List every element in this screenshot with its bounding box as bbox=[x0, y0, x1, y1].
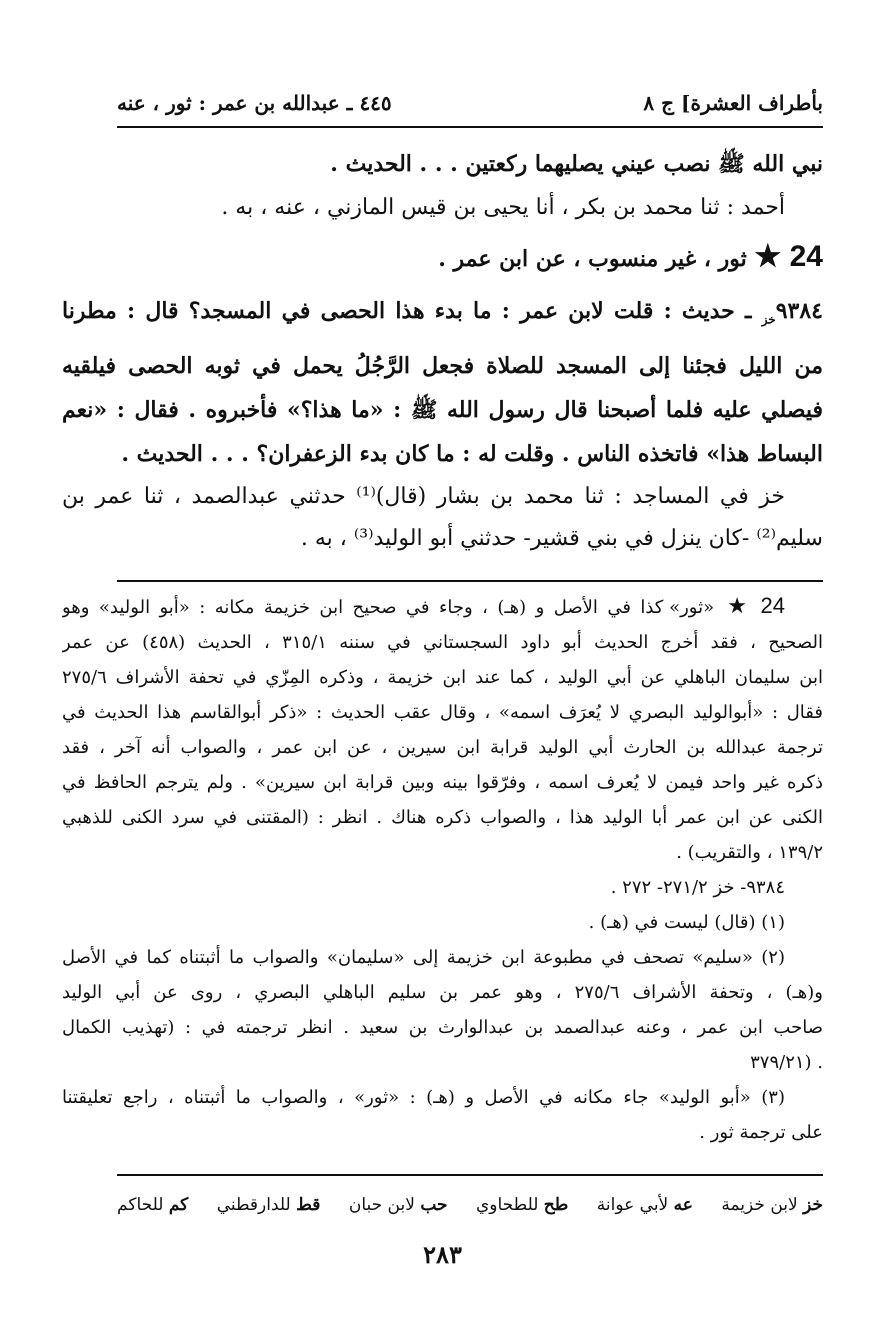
footnote-line: ٩٣٨٤- خز ٢٧١/٢- ٢٧٢ . bbox=[610, 877, 785, 898]
footnote-line: فقال : «أبوالوليد البصري لا يُعرَف اسمه» ، وقال عقب الحديث : «ذكر أبوالقاسم هذا الحديث في bbox=[62, 702, 823, 723]
header-book-title: بأطراف العشرة] ج ٨ bbox=[643, 91, 823, 115]
main-text bbox=[62, 142, 823, 560]
page-number: ٢٨٣ bbox=[423, 1240, 462, 1269]
footnote-line: (١) (قال) ليست في (هـ) . bbox=[588, 912, 785, 933]
abbreviation-item: حب لابن حبان bbox=[348, 1195, 448, 1215]
footnotes bbox=[62, 588, 823, 1150]
running-header bbox=[117, 86, 823, 120]
hadith-line bbox=[62, 286, 823, 344]
abbreviation-key bbox=[117, 1188, 823, 1222]
header-section-title: ٤٤٥ ـ عبدالله بن عمر : ثور ، عنه bbox=[117, 91, 392, 115]
footnote-line: ابن سليمان الباهلي عن أبي الوليد ، كما عند ابن خزيمة ، وذكره المِزّي في تحفة الأشراف ٢٧٥/٦ bbox=[62, 667, 823, 688]
narrator-title: ثور ، غير منسوب ، عن ابن عمر . bbox=[438, 246, 747, 272]
text-line bbox=[62, 186, 823, 230]
footnote-line: الصحيح ، فقد أخرج الحديث أبو داود السجستاني في سننه ٣١٥/١ ، الحديث (٤٥٨) عن عمر bbox=[62, 632, 823, 653]
hadith-line: البساط هذا» فاتخذه الناس . وقلت له : ما كان بدء الزعفران؟ . . . الحديث . bbox=[121, 441, 823, 468]
star-marker: 24 ★ bbox=[754, 240, 823, 273]
footnote-line: على ترجمة ثور . bbox=[699, 1122, 823, 1143]
header-divider bbox=[117, 126, 823, 128]
footnote-line: (٢) «سليم» تصحف في مطبوعة ابن خزيمة إلى «سليمان» والصواب ما أثبتناه كما في الأصل bbox=[62, 947, 785, 968]
isnad-line: خز في المساجد : ثنا محمد بن بشار (قال)⁽¹⁾ حدثني عبدالصمد ، ثنا عمر بن bbox=[62, 484, 785, 510]
footnote-line: الكنى عن ابن عمر أبا الوليد هذا ، والصواب ذكره هناك . انظر : (المقتنى في سرد الكنى للذهبي bbox=[62, 807, 823, 828]
source-line: أحمد : ثنا محمد بن بكر ، أنا يحيى بن قيس المازني ، عنه ، به . bbox=[221, 195, 785, 220]
hadith-text: ـ حديث : قلت لابن عمر : ما بدء هذا الحصى في المسجد؟ قال : مطرنا bbox=[62, 298, 752, 324]
footnote-line: صاحب ابن عمر ، وعنه عبدالصمد بن عبدالوارث بن سعيد . انظر ترجمته في : (تهذيب الكمال bbox=[62, 1017, 823, 1038]
footnote-divider bbox=[117, 580, 823, 582]
hadith-number: ٩٣٨٤ bbox=[775, 298, 823, 324]
narrator-heading bbox=[62, 230, 823, 286]
abbreviation-item: عه لأبي عوانة bbox=[596, 1195, 693, 1215]
footnote-line: (٣) «أبو الوليد» جاء مكانه في الأصل و (هـ) : «ثور» ، والصواب ما أثبتناه ، راجع تعليقتنا bbox=[62, 1087, 785, 1108]
text-line: نبي الله ﷺ نصب عيني يصليهما ركعتين . . . الحديث . bbox=[330, 151, 823, 177]
footnote-line: ترجمة عبدالله بن الحارث أبي الوليد قرابة ابن سيرين ، عن ابن عمر ، والصواب أنه آخر ، فقد bbox=[62, 737, 823, 758]
hadith-line: فيصلي عليه فلما أصبحنا قال رسول الله ﷺ : «ما هذا؟» فأخبروه . فقال : «نعم bbox=[62, 397, 823, 424]
abbreviation-divider bbox=[117, 1174, 823, 1176]
footnote-line bbox=[62, 588, 823, 625]
star-marker: 24 ★ bbox=[723, 593, 785, 618]
footnote-line: ١٣٩/٢ ، والتقريب) . bbox=[676, 842, 823, 863]
footnote-text: «ثور» كذا في الأصل و (هـ) ، وجاء في صحيح ابن خزيمة مكانه : «أبو الوليد» وهو bbox=[62, 597, 715, 618]
abbreviation-item: كم للحاكم bbox=[117, 1195, 189, 1215]
hadith-number-note: خز bbox=[761, 312, 776, 327]
footnote-line: و(هـ) ، وتحفة الأشراف ٢٧٥/٦ ، وهو عمر بن سليم الباهلي البصري ، روى عن أبي الوليد bbox=[62, 982, 823, 1003]
hadith-line: من الليل فجئنا إلى المسجد للصلاة فجعل الرَّجُلُ يحمل في ثوبه الحصى فيلقيه bbox=[62, 353, 823, 380]
footnote-line: ذكره غير واحد فيمن لا يُعرف اسمه ، وفرّقوا بينه وبين قرابة ابن سيرين» . ولم يترجم الحافظ في bbox=[62, 772, 823, 793]
abbreviation-item: قط للدارقطني bbox=[216, 1195, 321, 1215]
isnad-line: سليم⁽²⁾ -كان ينزل في بني قشير- حدثني أبو الوليد⁽³⁾ ، به . bbox=[300, 526, 823, 552]
abbreviation-item: خز لابن خزيمة bbox=[721, 1195, 823, 1215]
footnote-line: ٣٧٩/٢١) . bbox=[750, 1052, 823, 1073]
abbreviation-item: طح للطحاوي bbox=[475, 1195, 569, 1215]
